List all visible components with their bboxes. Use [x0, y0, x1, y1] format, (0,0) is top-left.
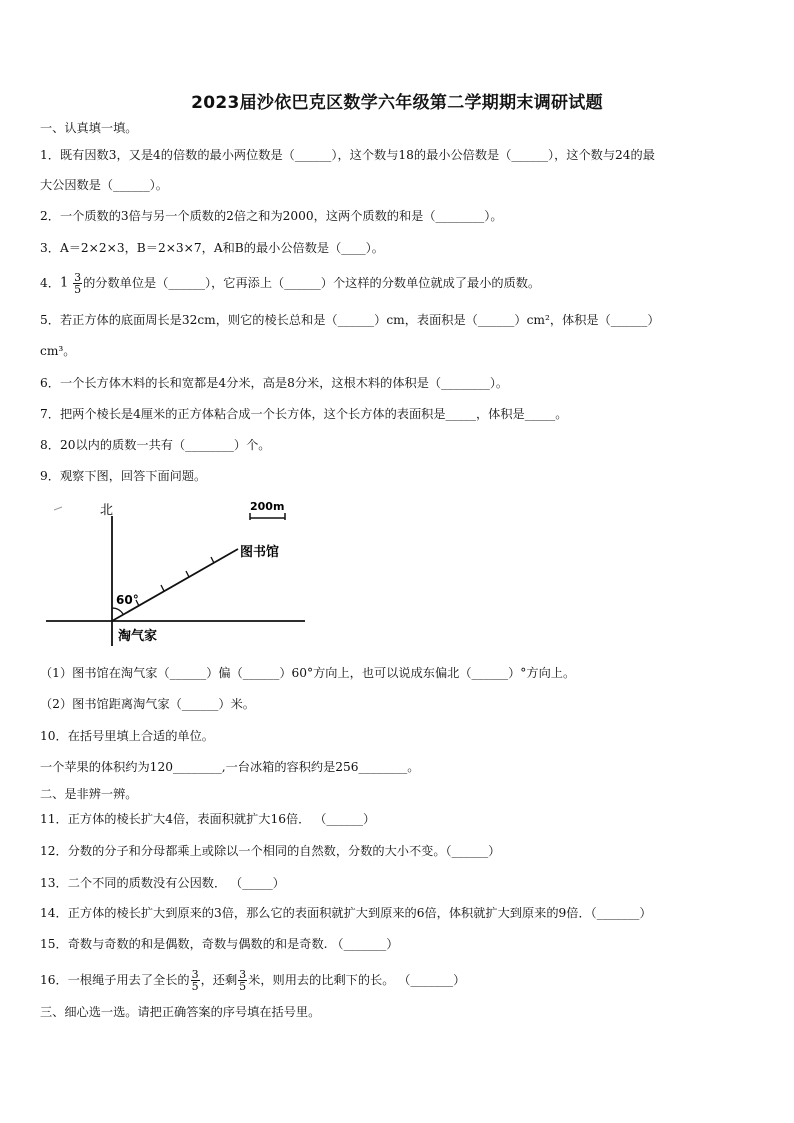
question-11: 11．正方体的棱长扩大4倍，表面积就扩大16倍． （______）: [40, 812, 376, 826]
question-13: 13．二个不同的质数没有公因数． （_____）: [40, 876, 285, 890]
question-16: [40, 962, 465, 998]
question-15: 15．奇数与奇数的和是偶数，奇数与偶数的和是奇数. （_______）: [40, 937, 399, 951]
question-4-number: 4．: [40, 276, 60, 290]
question-6: 6．一个长方体木料的长和宽都是4分米，高是8分米，这根木料的体积是（________）。: [40, 376, 509, 390]
question-7: 7．把两个棱长是4厘米的正方体粘合成一个长方体，这个长方体的表面积是_____，体积是_____。: [40, 407, 568, 421]
scale-label: 200m: [250, 500, 285, 513]
question-4-text: 的分数单位是（______），它再添上（______）个这样的分数单位就成了最小的质数。: [83, 276, 541, 290]
question-16-text-end: 米，则用去的比剩下的长。 （_______）: [248, 973, 466, 987]
ray-tick: [186, 571, 189, 577]
north-label: 北: [100, 503, 114, 518]
question-5-line-1: 5．若正方体的底面周长是32cm，则它的棱长总和是（______）cm，表面积是（______）cm²，体积是（______）: [40, 313, 660, 327]
ray-tick: [161, 585, 164, 591]
question-3: 3．A＝2×2×3，B＝2×3×7，A和B的最小公倍数是（____）。: [40, 241, 384, 255]
angle-label: 60°: [116, 593, 139, 607]
mixed-number-whole: 1: [59, 275, 69, 290]
fraction-numerator: 3: [191, 967, 199, 981]
section-heading-2: 二、是非辨一辨。: [40, 787, 138, 801]
ray-tick: [211, 557, 214, 563]
question-12: 12．分数的分子和分母都乘上或除以一个相同的自然数，分数的大小不变。（______）: [40, 844, 501, 858]
question-10-content: 一个苹果的体积约为120________,一台冰箱的容积约是256________。: [40, 760, 420, 774]
fraction: [73, 272, 82, 295]
question-10: 10．在括号里填上合适的单位。: [40, 729, 214, 743]
fraction-remaining: [238, 969, 247, 992]
library-label: 图书馆: [240, 545, 280, 560]
question-9: 9．观察下图，回答下面问题。: [40, 469, 207, 483]
mixed-number: [60, 272, 83, 295]
question-8: 8．20以内的质数一共有（________）个。: [40, 438, 271, 452]
library-ray: [112, 549, 238, 621]
question-1-line-1: 1．既有因数3，又是4的倍数的最小两位数是（______），这个数与18的最小公倍数是（______），这个数与24的最: [40, 148, 655, 162]
question-5-line-2: cm³。: [40, 344, 76, 358]
question-9-part-1: （1）图书馆在淘气家（______）偏（______）60°方向上，也可以说成东偏北（______）°方向上。: [40, 666, 576, 680]
page-title: 2023届沙依巴克区数学六年级第二学期期末调研试题: [191, 93, 603, 113]
question-16-text-start: 16．一根绳子用去了全长的: [40, 973, 190, 987]
question-4: [40, 268, 540, 298]
fraction-denominator: 5: [239, 979, 247, 993]
section-heading-1: 一、认真填一填。: [40, 121, 138, 135]
fraction-numerator: 3: [74, 270, 82, 284]
question-9-part-2: （2）图书馆距离淘气家（______）米。: [40, 697, 255, 711]
scan-mark: [54, 507, 62, 510]
home-label: 淘气家: [118, 629, 158, 644]
fraction-denominator: 5: [191, 979, 199, 993]
question-16-text-middle: ，还剩: [200, 973, 238, 987]
direction-diagram: [40, 496, 310, 656]
question-2: 2．一个质数的3倍与另一个质数的2倍之和为2000，这两个质数的和是（________）。: [40, 209, 503, 223]
fraction-numerator: 3: [239, 967, 247, 981]
question-14: 14．正方体的棱长扩大到原来的3倍，那么它的表面积就扩大到原来的6倍，体积就扩大到原来的9倍．（_______）: [40, 906, 652, 920]
fraction-denominator: 5: [74, 282, 82, 296]
direction-figure: [40, 496, 310, 656]
question-1-line-2: 大公因数是（______）。: [40, 178, 168, 192]
angle-arc: [112, 608, 123, 614]
section-heading-3: 三、细心选一选。请把正确答案的序号填在括号里。: [40, 1005, 321, 1019]
fraction-used: [191, 969, 200, 992]
